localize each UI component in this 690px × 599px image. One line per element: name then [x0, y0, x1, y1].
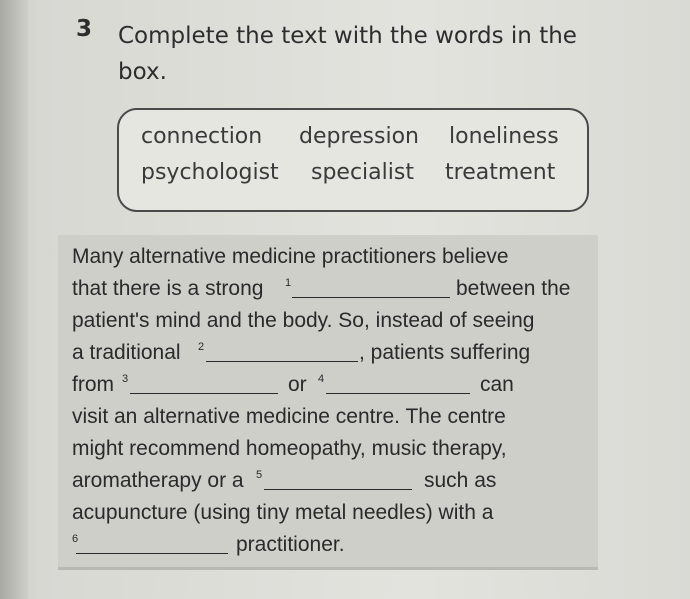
gap-6-blank	[76, 553, 228, 554]
passage-text: such as	[424, 469, 497, 492]
passage-text: a traditional	[72, 341, 181, 364]
exercise-instruction	[118, 18, 598, 90]
instruction-line-1: Complete the text with the words in the	[118, 23, 577, 49]
passage-line-9: acupuncture (using tiny metal needles) with a	[72, 501, 494, 524]
passage-text: can	[480, 373, 514, 396]
word-box	[117, 108, 589, 212]
passage-text: practitioner.	[236, 533, 345, 556]
word-depression: depression	[299, 124, 420, 149]
gap-number-4: 4	[318, 373, 325, 385]
word-loneliness: loneliness	[449, 124, 559, 149]
passage-line-1: Many alternative medicine practitioners believe	[72, 245, 509, 268]
gap-2-blank	[206, 361, 358, 362]
gap-number-5: 5	[256, 469, 263, 481]
gap-number-1: 1	[285, 277, 292, 289]
word-treatment: treatment	[445, 160, 556, 185]
passage-text: between the	[456, 277, 571, 300]
gap-3-blank	[130, 393, 278, 394]
passage-line-4	[72, 337, 592, 369]
passage-text: aromatherapy or a	[72, 469, 244, 492]
passage-text: from	[72, 373, 114, 396]
gap-number-6: 6	[72, 533, 79, 545]
passage-line-2	[72, 273, 592, 305]
gap-4-blank	[326, 393, 470, 394]
passage-box	[58, 235, 598, 570]
passage-line-8	[72, 465, 592, 497]
gap-number-3: 3	[122, 373, 129, 385]
passage-text: , patients suffering	[359, 341, 531, 364]
passage-line-6: visit an alternative medicine centre. The centre	[72, 405, 506, 428]
word-connection: connection	[141, 124, 263, 149]
passage-text: that there is a strong	[72, 277, 264, 300]
instruction-line-2: box.	[118, 59, 167, 85]
gap-1-blank	[292, 297, 450, 298]
passage-text: or	[288, 373, 307, 396]
page-binding	[0, 0, 28, 599]
passage-line-7: might recommend homeopathy, music therapy,	[72, 437, 507, 460]
word-psychologist: psychologist	[141, 160, 279, 185]
passage-line-5	[72, 369, 592, 401]
gap-number-2: 2	[198, 341, 205, 353]
gap-5-blank	[264, 489, 412, 490]
passage-line-3: patient's mind and the body. So, instead of seeing	[72, 309, 535, 332]
word-specialist: specialist	[311, 160, 414, 185]
exercise-number: 3	[76, 16, 93, 42]
passage-line-10	[72, 529, 592, 561]
